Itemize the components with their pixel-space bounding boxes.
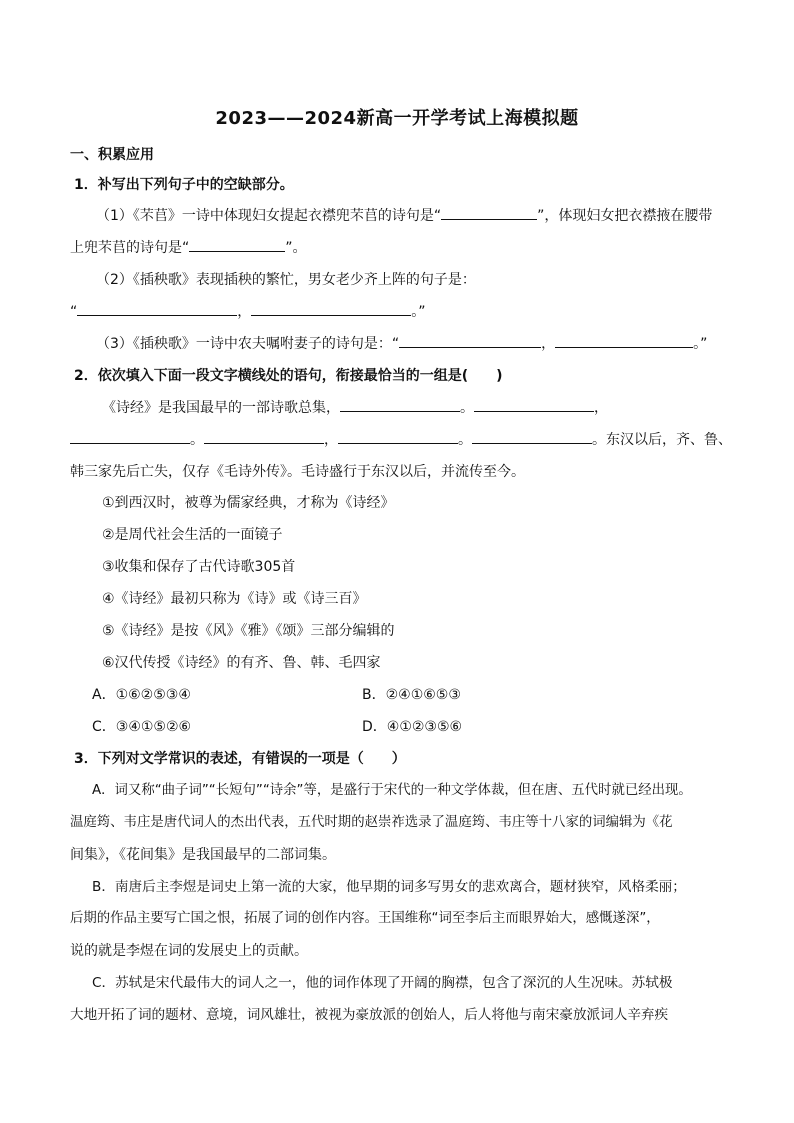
q3-option-c-line2: 大地开拓了词的题材、意境，词风雄壮，被视为豪放派的创始人，后人将他与南宋豪放派词人辛弃疾 bbox=[70, 1007, 669, 1023]
answer-blank[interactable] bbox=[189, 237, 285, 252]
q1-part2-line2: “ ， 。” bbox=[70, 301, 426, 323]
q2-item-5: ⑤《诗经》是按《风》《雅》《颂》三部分编辑的 bbox=[102, 623, 395, 639]
q3-option-b-line1[interactable]: B．南唐后主李煜是词史上第一流的大家，他早期的词多写男女的悲欢离合，题材狭窄，风格柔丽； bbox=[92, 879, 686, 895]
q2-passage-line1: 《诗经》是我国最早的一部诗歌总集， 。 ， bbox=[102, 397, 608, 419]
answer-blank[interactable] bbox=[399, 333, 541, 348]
q2-passage-line2: 。 ， 。 。东汉以后，齐、鲁、 bbox=[70, 429, 732, 451]
q2-option-d[interactable]: D．④①②③⑤⑥ bbox=[362, 719, 463, 735]
answer-blank[interactable] bbox=[251, 301, 411, 316]
q2-option-c[interactable]: C．③④①⑤②⑥ bbox=[92, 719, 192, 735]
answer-blank[interactable] bbox=[441, 205, 537, 220]
q2-option-b[interactable]: B．②④①⑥⑤③ bbox=[362, 687, 461, 703]
q2-item-2: ②是周代社会生活的一面镜子 bbox=[102, 527, 283, 543]
answer-blank[interactable] bbox=[472, 429, 592, 444]
q1-part1-line1: （1）《芣苢》一诗中体现妇女提起衣襟兜芣苢的诗句是“ ”，体现妇女把衣襟掖在腰带 bbox=[96, 205, 712, 227]
q1-part1-line2: 上兜芣苢的诗句是“ ”。 bbox=[70, 237, 307, 259]
q3-stem: 3．下列对文学常识的表述，有错误的一项是（ ） bbox=[74, 751, 406, 767]
q2-passage-line3: 韩三家先后亡失，仅存《毛诗外传》。毛诗盛行于东汉以后，并流传至今。 bbox=[70, 464, 525, 480]
q3-option-a-line1[interactable]: A．词又称“曲子词”“长短句”“诗余”等，是盛行于宋代的一种文学体裁，但在唐、五代时就已经出现。 bbox=[92, 783, 692, 798]
answer-blank[interactable] bbox=[340, 397, 460, 412]
q1-stem: 1．补写出下列句子中的空缺部分。 bbox=[74, 177, 294, 193]
q2-stem: 2．依次填入下面一段文字横线处的语句，衔接最恰当的一组是( ) bbox=[74, 368, 503, 384]
q2-item-4: ④《诗经》最初只称为《诗》或《诗三百》 bbox=[102, 591, 367, 607]
answer-blank[interactable] bbox=[70, 429, 190, 444]
answer-blank[interactable] bbox=[204, 429, 324, 444]
q2-item-3: ③收集和保存了古代诗歌305首 bbox=[102, 559, 296, 575]
section-heading: 一、积累应用 bbox=[70, 147, 154, 163]
q1-part3: （3）《插秧歌》一诗中农夫嘱咐妻子的诗句是：“ ， 。” bbox=[96, 333, 707, 355]
q3-option-b-line2: 后期的作品主要写亡国之恨，拓展了词的创作内容。王国维称“词至李后主而眼界始大，感慨遂深”， bbox=[70, 911, 660, 926]
q1-part2-line1: （2）《插秧歌》表现插秧的繁忙，男女老少齐上阵的句子是： bbox=[96, 272, 476, 288]
q2-option-a[interactable]: A．①⑥②⑤③④ bbox=[92, 687, 191, 703]
q3-option-a-line2: 温庭筠、韦庄是唐代词人的杰出代表，五代时期的赵崇祚选录了温庭筠、韦庄等十八家的词编辑为《花 bbox=[70, 815, 673, 830]
q2-item-6: ⑥汉代传授《诗经》的有齐、鲁、韩、毛四家 bbox=[102, 655, 381, 671]
answer-blank[interactable] bbox=[474, 397, 594, 412]
q3-option-b-line3: 说的就是李煜在词的发展史上的贡献。 bbox=[70, 943, 308, 959]
q3-option-a-line3: 间集》，《花间集》是我国最早的二部词集。 bbox=[70, 847, 336, 863]
page-title: 2023——2024新高一开学考试上海模拟题 bbox=[215, 108, 579, 129]
answer-blank[interactable] bbox=[555, 333, 693, 348]
q2-item-1: ①到西汉时，被尊为儒家经典，才称为《诗经》 bbox=[102, 495, 395, 511]
q3-option-c-line1[interactable]: C．苏轼是宋代最伟大的词人之一，他的词作体现了开阔的胸襟，包含了深沉的人生况味。苏轼极 bbox=[92, 975, 673, 991]
answer-blank[interactable] bbox=[77, 301, 237, 316]
answer-blank[interactable] bbox=[338, 429, 458, 444]
